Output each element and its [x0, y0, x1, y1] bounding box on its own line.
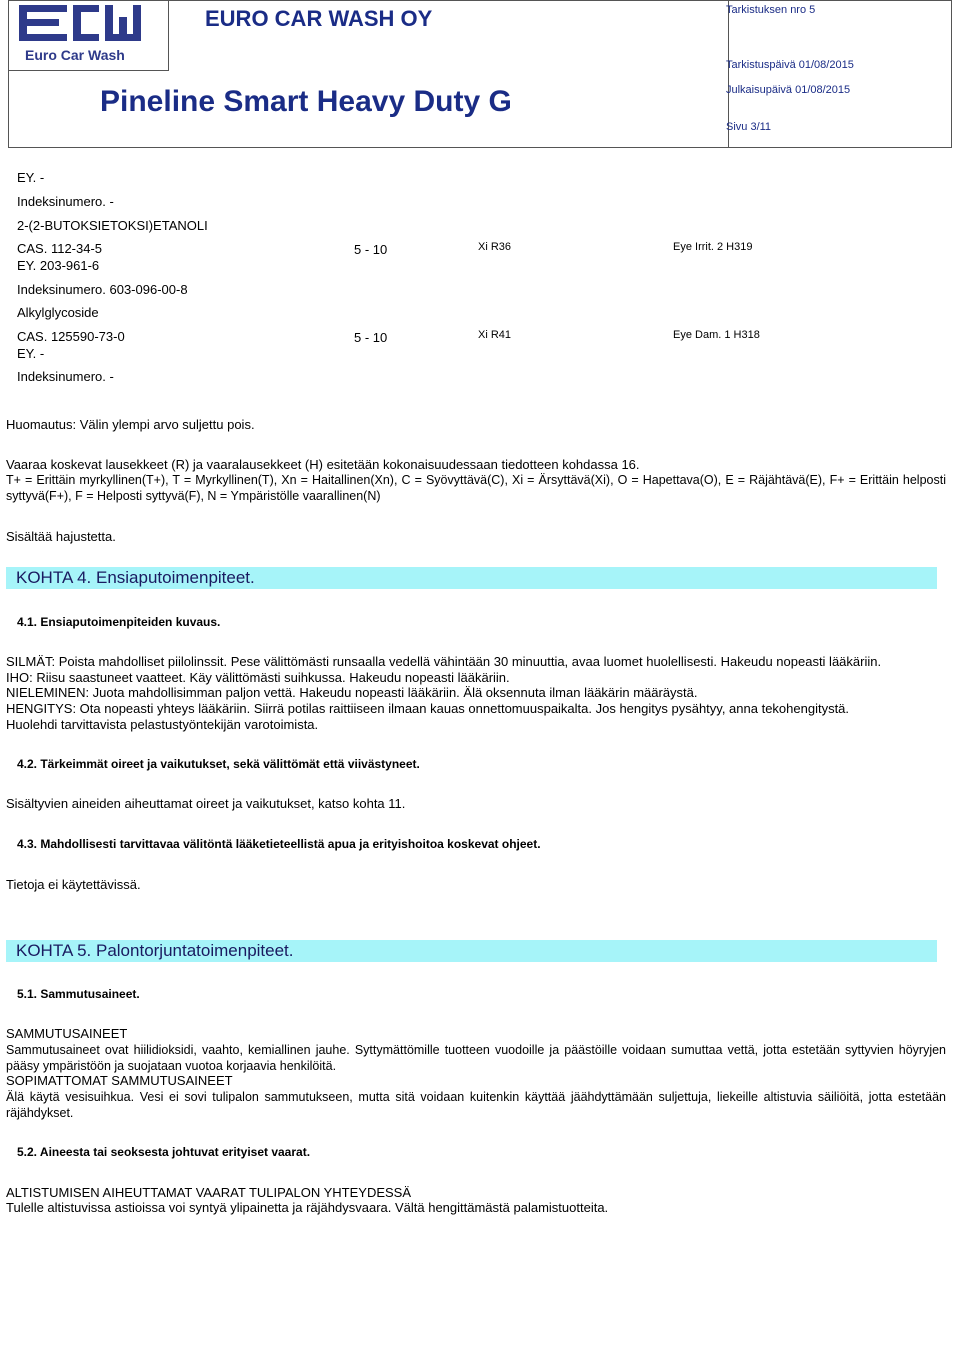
first-aid-eyes: SILMÄT: Poista mahdolliset piilolinssit. Pese välittömästi runsaalla vedellä vähintään 30 minuuttia, avaa luomet huolellisesti. Hakeudu nopeasti lääkäriin.: [6, 654, 882, 669]
subsection-5-1: 5.1. Sammutusaineet.: [17, 987, 140, 1001]
subsection-4-2: 4.2. Tärkeimmät oireet ja vaikutukset, sekä välittömät että viivästyneet.: [17, 757, 420, 771]
subsection-4-3: 4.3. Mahdollisesti tarvittavaa välitöntä lääketieteellistä apua ja erityishoitoa koskevat ohjeet.: [17, 837, 541, 851]
r-phrase: Xi R41: [478, 329, 512, 341]
first-aid-skin: IHO: Riisu saastuneet vaatteet. Käy välittömästi suihkussa. Hakeudu nopeasti lääkäriin.: [6, 670, 510, 685]
document-header: [8, 0, 952, 148]
ingredient-name: Alkylglycoside: [17, 305, 99, 320]
first-aid-rescuer: Huolehdi tarvittavista pelastustyöntekijän varotoimista.: [6, 717, 319, 732]
note-fragrance: Sisältää hajustetta.: [6, 529, 116, 544]
revision-date: Tarkistuspäivä 01/08/2015: [726, 59, 854, 71]
exposure-hazards-text: Tulelle altistuvissa astioissa voi syntyä ylipainetta ja räjähdysvaara. Vältä hengittämästä palamistuotteita.: [6, 1200, 609, 1215]
index-number: Indeksinumero. 603-096-00-8: [17, 282, 188, 297]
index-number: Indeksinumero. -: [17, 194, 114, 209]
subsection-5-2: 5.2. Aineesta tai seoksesta johtuvat erityiset vaarat.: [17, 1145, 311, 1159]
company-logo: [9, 1, 169, 71]
ey-number: EY. 203-961-6: [17, 258, 100, 273]
note-upper-limit: Huomautus: Välin ylempi arvo suljettu pois.: [6, 417, 255, 432]
section-4-title: KOHTA 4. Ensiaputoimenpiteet.: [16, 568, 255, 587]
unsuitable-agents-text: Älä käytä vesisuihkua. Vesi ei sovi tulipalon sammutukseen, mutta sitä voidaan kuitenkin käyttää jäähdyttämään suljettuja, liekeille altistuvia säiliöitä, jotta estetään räjähdykset.: [6, 1090, 946, 1120]
logo-text: Euro Car Wash: [25, 47, 125, 63]
exposure-hazards-heading: ALTISTUMISEN AIHEUTTAMAT VAARAT TULIPALON YHTEYDESSÄ: [6, 1185, 412, 1200]
revision-number: Tarkistuksen nro 5: [726, 4, 816, 16]
cas-number: CAS. 112-34-5: [17, 241, 103, 256]
page-number: Sivu 3/11: [726, 121, 772, 133]
hazard-class: Eye Dam. 1 H318: [673, 329, 760, 341]
concentration: 5 - 10: [354, 330, 388, 345]
note-symbols: T+ = Erittäin myrkyllinen(T+), T = Myrkyllinen(T), Xn = Haitallinen(Xn), C = Syövyttävä(C), Xi = Ärsyttävä(Xi), O = Hapettava(O), E = Räjähtävä(E), F+ = Erittäin helposti syttyvä(F+), F = Helposti syttyvä(F), N = Ympäristölle vaarallinen(N): [6, 473, 946, 503]
concentration: 5 - 10: [354, 242, 388, 257]
extinguishing-agents-text: Sammutusaineet ovat hiilidioksidi, vaahto, kemiallinen jauhe. Syttymättömille tuotteen vuodoille ja päästöille voidaan sumuttaa vettä, jotta estetään syttyvien höyryjen pääsy ympäristöön ja suojataan vuotoa korjaavia henkilöitä.: [6, 1043, 946, 1073]
section-5-title: KOHTA 5. Palontorjuntatoimenpiteet.: [16, 941, 294, 960]
publish-date: Julkaisupäivä 01/08/2015: [726, 84, 851, 96]
ey-number: EY. -: [17, 346, 45, 361]
medical-attention-text: Tietoja ei käytettävissä.: [6, 877, 141, 892]
ey-number: EY. -: [17, 170, 45, 185]
hazard-class: Eye Irrit. 2 H319: [673, 241, 753, 253]
note-phrases: Vaaraa koskevat lausekkeet (R) ja vaaralausekkeet (H) esitetään kokonaisuudessaan tiedotteen kohdassa 16.: [6, 457, 640, 472]
first-aid-inhalation: HENGITYS: Ota nopeasti yhteys lääkäriin. Siirrä potilas raittiiseen ilmaan kauas onnettomuuspaikalta. Jos hengitys pysähtyy, anna tekohengitystä.: [6, 701, 850, 716]
cas-number: CAS. 125590-73-0: [17, 329, 125, 344]
first-aid-ingestion: NIELEMINEN: Juota mahdollisimman paljon vettä. Hakeudu nopeasti lääkäriin. Älä oksennuta ilman lääkärin määräystä.: [6, 685, 698, 700]
unsuitable-agents-heading: SOPIMATTOMAT SAMMUTUSAINEET: [6, 1073, 233, 1088]
index-number: Indeksinumero. -: [17, 369, 114, 384]
section-4-header: [6, 567, 937, 589]
ecw-logo-mark: [9, 1, 169, 45]
section-5-header: [6, 940, 937, 962]
r-phrase: Xi R36: [478, 241, 512, 253]
company-name: EURO CAR WASH OY: [205, 6, 433, 31]
product-name: Pineline Smart Heavy Duty G: [100, 85, 512, 118]
extinguishing-agents-heading: SAMMUTUSAINEET: [6, 1026, 128, 1041]
subsection-4-1: 4.1. Ensiaputoimenpiteiden kuvaus.: [17, 615, 221, 629]
symptoms-text: Sisältyvien aineiden aiheuttamat oireet ja vaikutukset, katso kohta 11.: [6, 796, 406, 811]
ingredient-name: 2-(2-BUTOKSIETOKSI)ETANOLI: [17, 218, 208, 233]
